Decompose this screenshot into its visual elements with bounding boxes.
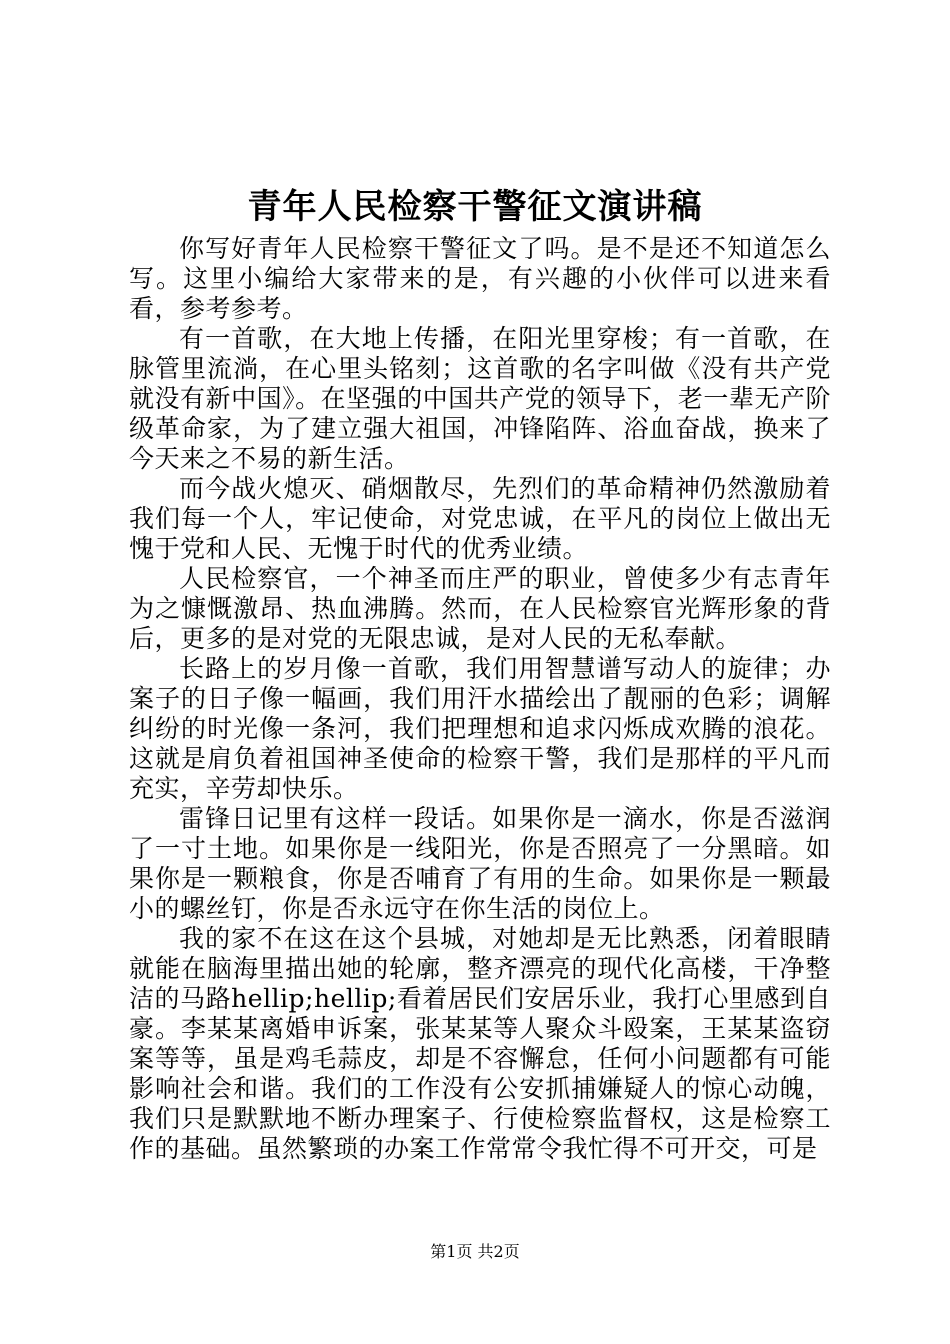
paragraph-1: 你写好青年人民检察干警征文了吗。是不是还不知道怎么写。这里小编给大家带来的是，有兴趣的小伙伴可以进来看看，参考参考。	[129, 234, 831, 323]
paragraph-3: 而今战火熄灭、硝烟散尽，先烈们的革命精神仍然激励着我们每一个人，牢记使命，对党忠诚，在平凡的岗位上做出无愧于党和人民、无愧于时代的优秀业绩。	[129, 474, 831, 563]
paragraph-4: 人民检察官，一个神圣而庄严的职业，曾使多少有志青年为之慷慨激昂、热血沸腾。然而，在人民检察官光辉形象的背后，更多的是对党的无限忠诚，是对人民的无私奉献。	[129, 564, 831, 653]
page-number-indicator: 第1页 共2页	[430, 1242, 520, 1261]
paragraph-2: 有一首歌，在大地上传播，在阳光里穿梭；有一首歌，在脉管里流淌，在心里头铭刻；这首歌的名字叫做《没有共产党就没有新中国》。在坚强的中国共产党的领导下，老一辈无产阶级革命家，为了建立强大祖国，冲锋陷阵、浴血奋战，换来了今天来之不易的新生活。	[129, 324, 831, 473]
document-body	[129, 234, 831, 1164]
paragraph-6: 雷锋日记里有这样一段话。如果你是一滴水，你是否滋润了一寸土地。如果你是一线阳光，你是否照亮了一分黑暗。如果你是一颗粮食，你是否哺育了有用的生命。如果你是一颗最小的螺丝钉，你是否永远守在你生活的岗位上。	[129, 804, 831, 923]
paragraph-7: 我的家不在这在这个县城，对她却是无比熟悉，闭着眼睛就能在脑海里描出她的轮廓，整齐漂亮的现代化高楼，干净整洁的马路hellip;hellip;看着居民们安居乐业，我打心里感到自豪。李某某离婚申诉案，张某某等人聚众斗殴案，王某某盗窃案等等，虽是鸡毛蒜皮，却是不容懈怠，任何小问题都有可能影响社会和谐。我们的工作没有公安抓捕嫌疑人的惊心动魄，我们只是默默地不断办理案子、行使检察监督权，这是检察工作的基础。虽然繁琐的办案工作常常令我忙得不可开交，可是	[129, 924, 831, 1163]
page-footer	[0, 1242, 950, 1262]
paragraph-5: 长路上的岁月像一首歌，我们用智慧谱写动人的旋律；办案子的日子像一幅画，我们用汗水描绘出了靓丽的色彩；调解纠纷的时光像一条河，我们把理想和追求闪烁成欢腾的浪花。这就是肩负着祖国神圣使命的检察干警，我们是那样的平凡而充实，辛劳却快乐。	[129, 654, 831, 803]
document-title: 青年人民检察干警征文演讲稿	[247, 187, 703, 227]
